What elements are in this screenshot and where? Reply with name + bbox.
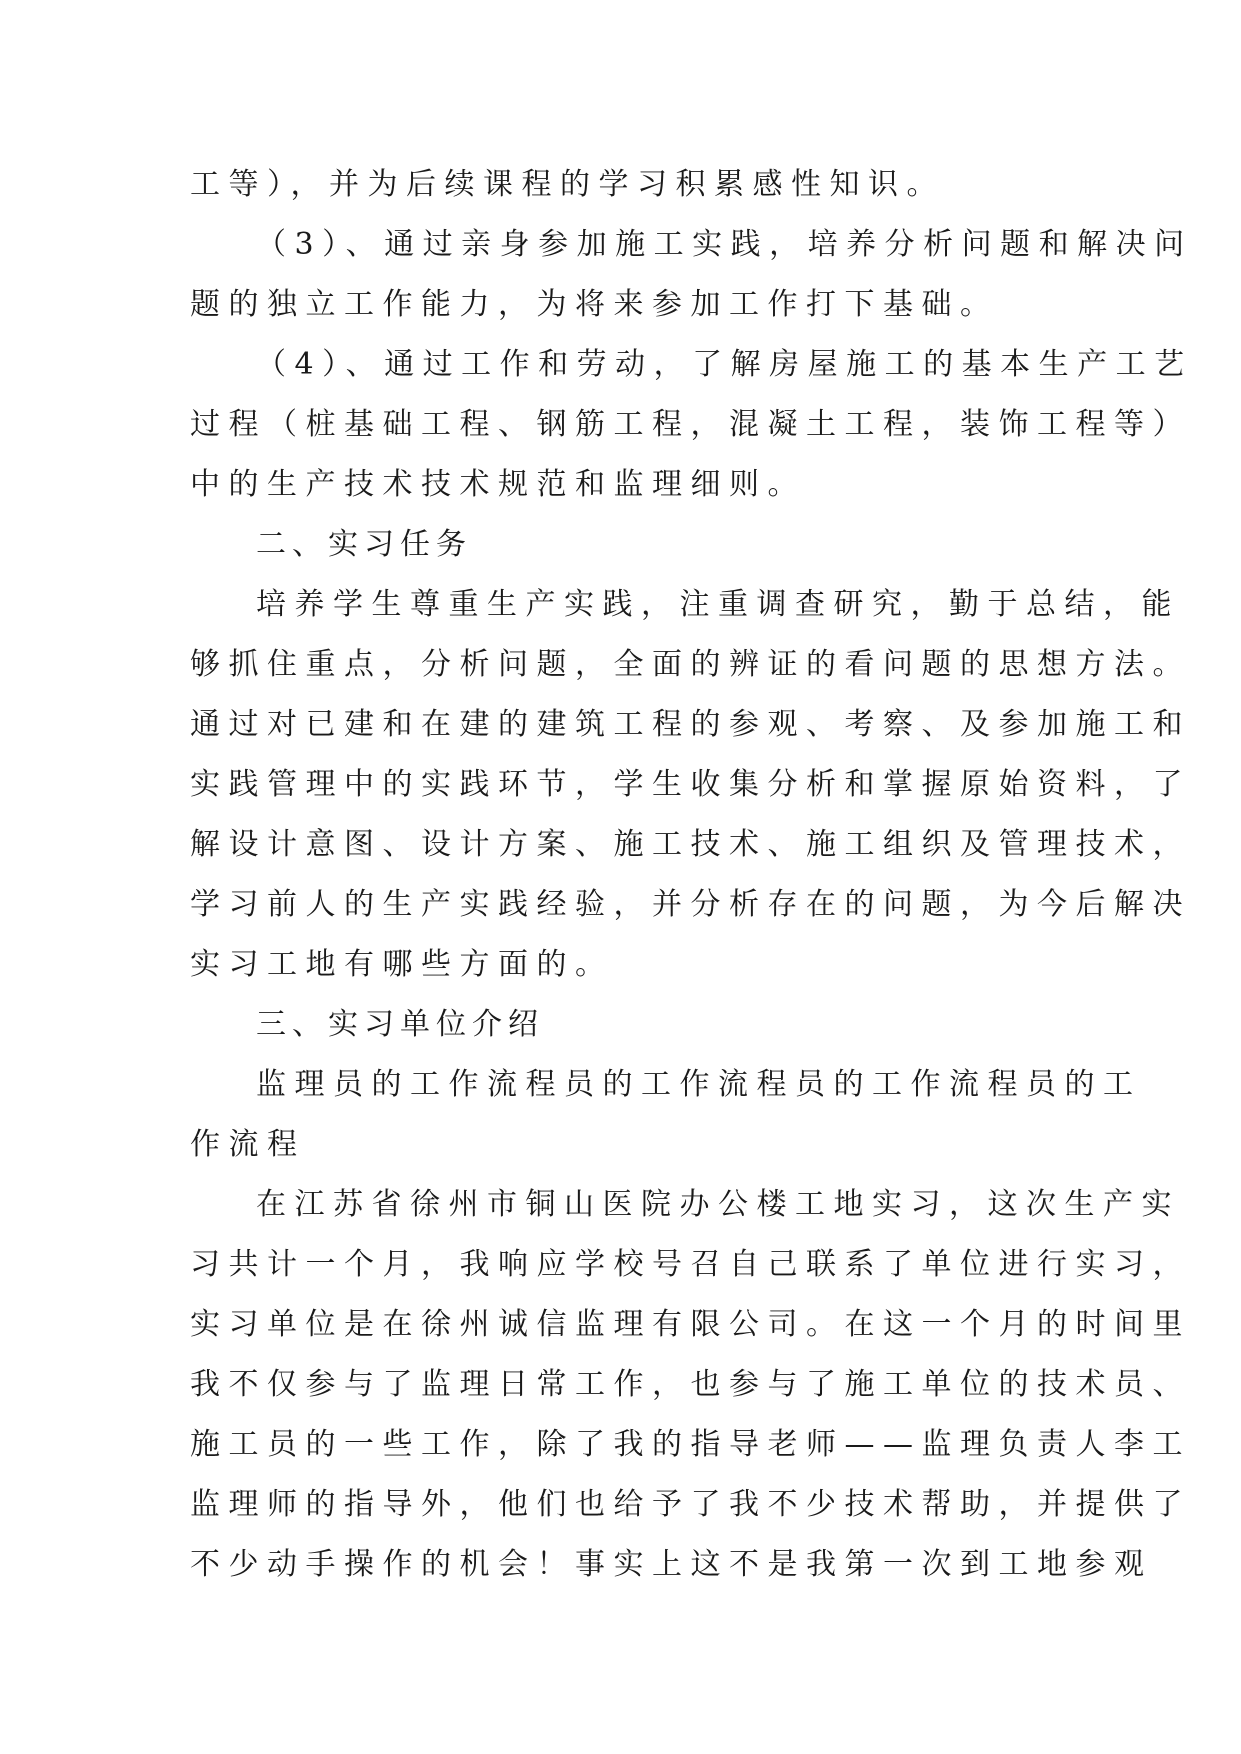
text-line: 我不仅参与了监理日常工作，也参与了施工单位的技术员、 (190, 1367, 1191, 1402)
text-line: 题的独立工作能力，为将来参加工作打下基础。 (190, 287, 999, 322)
text-line: 监理员的工作流程员的工作流程员的工作流程员的工 (256, 1067, 1142, 1102)
text-line: 够抓住重点，分析问题，全面的辨证的看问题的思想方法。 (190, 647, 1191, 682)
text-line: 在江苏省徐州市铜山医院办公楼工地实习，这次生产实 (256, 1187, 1180, 1222)
text-line: 习共计一个月，我响应学校号召自己联系了单位进行实习， (190, 1247, 1191, 1282)
text-line: 实习工地有哪些方面的。 (190, 947, 614, 982)
text-line: 过程（桩基础工程、钢筋工程，混凝土工程，装饰工程等） (190, 407, 1191, 442)
text-line: 实习单位是在徐州诚信监理有限公司。在这一个月的时间里 (190, 1307, 1191, 1342)
text-line: 学习前人的生产实践经验，并分析存在的问题，为今后解决 (190, 887, 1191, 922)
text-line: 监理师的指导外，他们也给予了我不少技术帮助，并提供了 (190, 1487, 1191, 1522)
section-heading: 三、实习单位介绍 (256, 1007, 544, 1042)
text-line: （3）、通过亲身参加施工实践，培养分析问题和解决问 (256, 227, 1193, 262)
text-line: 施工员的一些工作，除了我的指导老师——监理负责人李工 (190, 1427, 1191, 1462)
section-heading: 二、实习任务 (256, 527, 472, 562)
text-line: 解设计意图、设计方案、施工技术、施工组织及管理技术， (190, 827, 1191, 862)
text-line: 作流程 (190, 1127, 306, 1162)
text-line: 培养学生尊重生产实践，注重调查研究，勤于总结，能 (256, 587, 1180, 622)
text-line: 工等），并为后续课程的学习积累感性知识。 (190, 167, 945, 202)
text-line: 实践管理中的实践环节，学生收集分析和掌握原始资料，了 (190, 767, 1191, 802)
text-line: （4）、通过工作和劳动，了解房屋施工的基本生产工艺 (256, 347, 1193, 382)
text-line: 中的生产技术技术规范和监理细则。 (190, 467, 806, 502)
text-line: 不少动手操作的机会！事实上这不是我第一次到工地参观 (190, 1547, 1153, 1582)
text-line: 通过对已建和在建的建筑工程的参观、考察、及参加施工和 (190, 707, 1191, 742)
